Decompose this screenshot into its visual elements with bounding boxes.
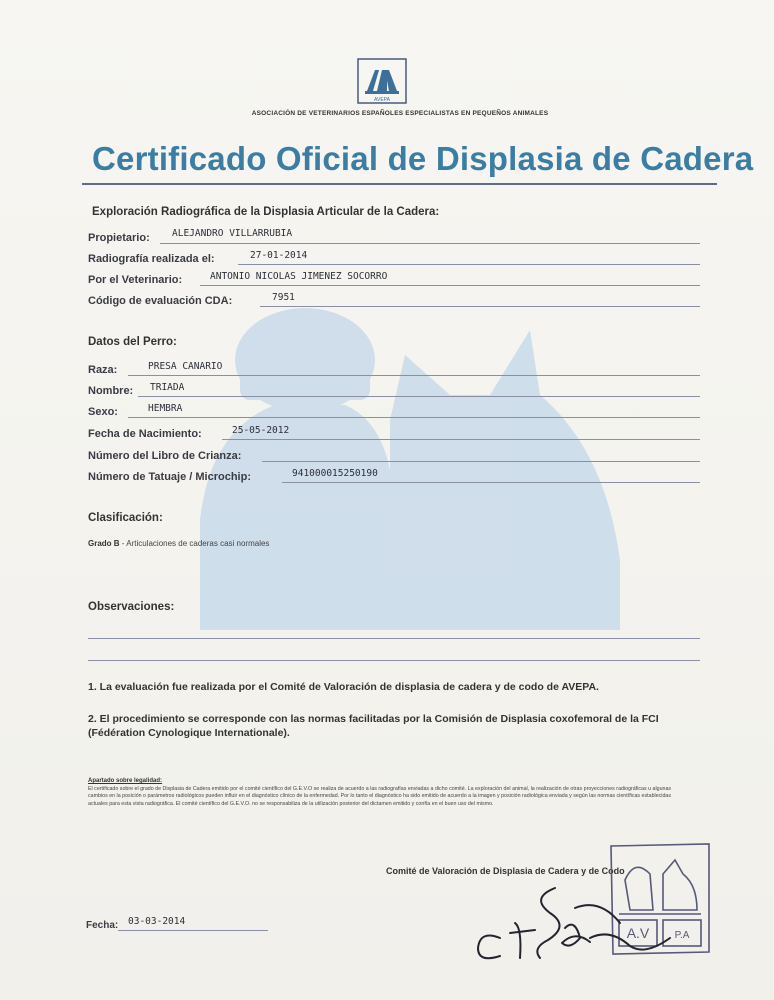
clasificacion-heading: Clasificación:: [88, 512, 163, 524]
stamp-right-text: P.A: [674, 930, 690, 941]
codigo-value: 7951: [272, 292, 295, 303]
sexo-label: Sexo:: [88, 406, 118, 418]
propietario-label: Propietario:: [88, 232, 150, 244]
nombre-label: Nombre:: [88, 385, 134, 397]
nacimiento-value: 25-05-2012: [232, 425, 290, 436]
codigo-label: Código de evaluación CDA:: [88, 295, 233, 307]
libro-label: Número del Libro de Crianza:: [88, 450, 242, 462]
tatuaje-value: 941000015250190: [292, 468, 378, 479]
sexo-line: [128, 417, 700, 418]
raza-value: PRESA CANARIO: [148, 361, 223, 372]
tatuaje-line: [282, 482, 700, 483]
comite-signature-caption: Comité de Valoración de Displasia de Cadera y de Codo: [386, 866, 625, 876]
propietario-line: [160, 243, 700, 244]
propietario-value: ALEJANDRO VILLARRUBIA: [172, 228, 293, 239]
veterinario-value: ANTONIO NICOLAS JIMENEZ SOCORRO: [210, 271, 388, 282]
handwritten-signature: [470, 868, 680, 968]
libro-line: [262, 461, 700, 462]
veterinario-label: Por el Veterinario:: [88, 274, 183, 286]
note-1: 1. La evaluación fue realizada por el Comité de Valoración de displasia de cadera y de codo de AVEPA.: [88, 681, 599, 693]
fecha-value: 03-03-2014: [128, 916, 186, 927]
nacimiento-label: Fecha de Nacimiento:: [88, 428, 202, 440]
observaciones-heading: Observaciones:: [88, 601, 175, 613]
association-name: ASOCIACIÓN DE VETERINARIOS ESPAÑOLES ESPECIALISTAS EN PEQUEÑOS ANIMALES: [251, 110, 549, 117]
radiografia-label: Radiografía realizada el:: [88, 253, 215, 265]
grado-value: Grado B: [88, 539, 120, 548]
note-2: 2. El procedimiento se corresponde con las normas facilitadas por la Comisión de Displasia coxofemoral de la FCI (Fédération Cynologique Internationale).: [88, 713, 659, 739]
grado-description: - Articulaciones de caderas casi normales: [121, 539, 270, 548]
codigo-line: [260, 306, 700, 307]
observaciones-line-2: [88, 660, 700, 661]
avepa-logo: [357, 58, 407, 104]
observaciones-line-1: [88, 638, 700, 639]
legal-text: El certificado sobre el grado de Displasia de Cadera emitido por el comité científico del G.E.V.O se realiza de acuerdo a las radiografías enviadas a dicho comité. La exploración del animal, la realización de otras proyecciones radiográficas u algunas cambios en la posición o parámetros radiológicos pueden influir en el diagnóstico clínico de la enfermedad. Por lo tanto el diagnóstico ha sido emitido de acuerdo a la imagen y posición radiológica enviada y según las normas científicas establecidas actuales para esta vista radiográfica. El comité científico del G.E.V.O. no se responsabiliza de la utilización posterior del dictamen emitido y confía en el buen uso del mismo.: [88, 786, 672, 807]
radiografia-value: 27-01-2014: [250, 250, 308, 261]
tatuaje-label: Número de Tatuaje / Microchip:: [88, 471, 251, 483]
nombre-value: TRIADA: [150, 382, 185, 393]
legal-title: Apartado sobre legalidad:: [88, 778, 163, 784]
page-title: Certificado Oficial de Displasia de Cadera: [92, 140, 754, 177]
raza-line: [128, 375, 700, 376]
fecha-label: Fecha:: [86, 920, 119, 931]
sexo-value: HEMBRA: [148, 403, 183, 414]
exploracion-heading: Exploración Radiográfica de la Displasia Articular de la Cadera:: [92, 206, 440, 218]
perro-heading: Datos del Perro:: [88, 336, 177, 348]
logo-text: AVEPA: [374, 97, 390, 103]
title-divider: [82, 183, 717, 185]
stamp-left-text: A.V: [626, 925, 650, 941]
veterinario-line: [200, 285, 700, 286]
nacimiento-line: [222, 439, 700, 440]
grado-line: [88, 539, 269, 548]
raza-label: Raza:: [88, 364, 118, 376]
nombre-line: [138, 396, 700, 397]
radiografia-line: [238, 264, 700, 265]
fecha-line: [118, 930, 268, 931]
